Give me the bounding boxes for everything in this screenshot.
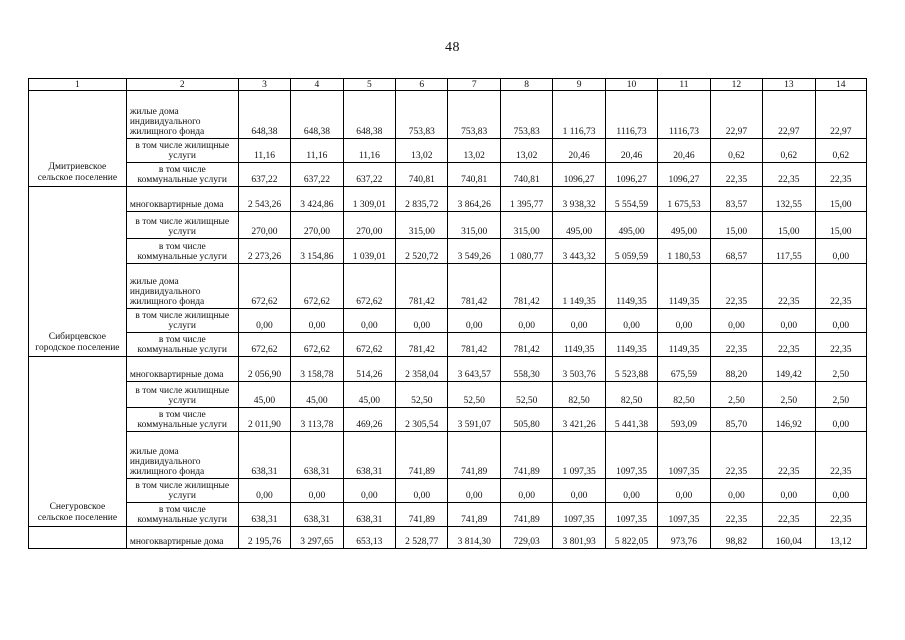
value-cell-col-8: 741,89: [500, 432, 552, 479]
value-cell-col-10: 5 822,05: [605, 527, 657, 549]
value-cell-col-11: 593,09: [658, 408, 710, 432]
settlement-name: [29, 527, 127, 549]
value-cell-col-10: 5 441,38: [605, 408, 657, 432]
value-cell-col-12: 85,70: [710, 408, 762, 432]
value-cell-col-4: 3 154,86: [291, 239, 343, 264]
value-cell-col-13: 22,97: [763, 91, 815, 139]
value-cell-col-6: 315,00: [396, 212, 448, 239]
value-cell-col-5: 45,00: [343, 382, 395, 408]
value-cell-col-5: 672,62: [343, 333, 395, 357]
value-cell-col-7: 3 814,30: [448, 527, 500, 549]
value-cell-col-7: 741,89: [448, 503, 500, 527]
value-cell-col-11: 82,50: [658, 382, 710, 408]
value-cell-col-4: 0,00: [291, 309, 343, 333]
value-cell-col-8: 0,00: [500, 309, 552, 333]
value-cell-col-14: 22,35: [815, 333, 866, 357]
value-cell-col-6: 2 835,72: [396, 187, 448, 212]
value-cell-col-14: 0,00: [815, 239, 866, 264]
value-cell-col-10: 1149,35: [605, 264, 657, 309]
column-header-2: 2: [126, 79, 238, 91]
housing-type-label: жилые дома индивидуального жилищного фонда: [126, 432, 238, 479]
housing-type-label: в том числе жилищные услуги: [126, 382, 238, 408]
value-cell-col-7: 741,89: [448, 432, 500, 479]
value-cell-col-8: 13,02: [500, 139, 552, 163]
value-cell-col-5: 1 309,01: [343, 187, 395, 212]
value-cell-col-13: 22,35: [763, 264, 815, 309]
value-cell-col-6: 0,00: [396, 479, 448, 503]
value-cell-col-11: 20,46: [658, 139, 710, 163]
value-cell-col-6: 741,89: [396, 432, 448, 479]
value-cell-col-13: 22,35: [763, 503, 815, 527]
value-cell-col-11: 1 180,53: [658, 239, 710, 264]
value-cell-col-11: 1096,27: [658, 163, 710, 187]
column-header-7: 7: [448, 79, 500, 91]
table-row: [29, 264, 867, 309]
table-row: [29, 212, 867, 239]
table-body: [29, 79, 867, 549]
value-cell-col-12: 22,35: [710, 432, 762, 479]
value-cell-col-9: 3 443,32: [553, 239, 605, 264]
value-cell-col-11: 1097,35: [658, 432, 710, 479]
value-cell-col-14: 0,00: [815, 479, 866, 503]
value-cell-col-8: 505,80: [500, 408, 552, 432]
table-row: [29, 503, 867, 527]
housing-type-label: многоквартирные дома: [126, 187, 238, 212]
column-header-13: 13: [763, 79, 815, 91]
value-cell-col-10: 5 059,59: [605, 239, 657, 264]
settlement-name: Сибирцевское городское поселение: [29, 187, 127, 357]
value-cell-col-13: 149,42: [763, 357, 815, 382]
value-cell-col-4: 45,00: [291, 382, 343, 408]
value-cell-col-6: 2 305,54: [396, 408, 448, 432]
value-cell-col-4: 3 297,65: [291, 527, 343, 549]
value-cell-col-14: 0,62: [815, 139, 866, 163]
value-cell-col-8: 1 080,77: [500, 239, 552, 264]
housing-type-label: в том числе жилищные услуги: [126, 479, 238, 503]
value-cell-col-3: 638,31: [238, 432, 290, 479]
value-cell-col-10: 495,00: [605, 212, 657, 239]
housing-type-label: многоквартирные дома: [126, 527, 238, 549]
value-cell-col-13: 22,35: [763, 163, 815, 187]
value-cell-col-10: 1116,73: [605, 91, 657, 139]
value-cell-col-13: 15,00: [763, 212, 815, 239]
column-header-1: 1: [29, 79, 127, 91]
value-cell-col-5: 672,62: [343, 264, 395, 309]
value-cell-col-6: 741,89: [396, 503, 448, 527]
settlement-name: Снегуровское сельское поселение: [29, 357, 127, 527]
value-cell-col-10: 1096,27: [605, 163, 657, 187]
value-cell-col-9: 3 938,32: [553, 187, 605, 212]
value-cell-col-6: 52,50: [396, 382, 448, 408]
value-cell-col-9: 20,46: [553, 139, 605, 163]
value-cell-col-8: 1 395,77: [500, 187, 552, 212]
column-header-row: [29, 79, 867, 91]
column-header-12: 12: [710, 79, 762, 91]
housing-type-label: в том числе коммунальные услуги: [126, 163, 238, 187]
value-cell-col-8: 315,00: [500, 212, 552, 239]
housing-type-label: в том числе жилищные услуги: [126, 139, 238, 163]
housing-type-label: в том числе коммунальные услуги: [126, 239, 238, 264]
value-cell-col-4: 11,16: [291, 139, 343, 163]
value-cell-col-13: 0,62: [763, 139, 815, 163]
settlement-name: Дмитриевское сельское поселение: [29, 91, 127, 187]
value-cell-col-11: 675,59: [658, 357, 710, 382]
value-cell-col-10: 1097,35: [605, 503, 657, 527]
value-cell-col-5: 11,16: [343, 139, 395, 163]
value-cell-col-6: 740,81: [396, 163, 448, 187]
value-cell-col-9: 3 503,76: [553, 357, 605, 382]
value-cell-col-12: 0,00: [710, 479, 762, 503]
value-cell-col-10: 0,00: [605, 479, 657, 503]
value-cell-col-6: 781,42: [396, 264, 448, 309]
value-cell-col-3: 638,31: [238, 503, 290, 527]
value-cell-col-14: 13,12: [815, 527, 866, 549]
value-cell-col-7: 3 591,07: [448, 408, 500, 432]
value-cell-col-14: 15,00: [815, 212, 866, 239]
value-cell-col-4: 672,62: [291, 264, 343, 309]
table-row: [29, 163, 867, 187]
value-cell-col-11: 1116,73: [658, 91, 710, 139]
value-cell-col-7: 3 864,26: [448, 187, 500, 212]
value-cell-col-11: 1149,35: [658, 333, 710, 357]
value-cell-col-6: 781,42: [396, 333, 448, 357]
column-header-8: 8: [500, 79, 552, 91]
table-row: [29, 139, 867, 163]
value-cell-col-9: 495,00: [553, 212, 605, 239]
value-cell-col-8: 52,50: [500, 382, 552, 408]
value-cell-col-6: 2 520,72: [396, 239, 448, 264]
value-cell-col-3: 2 273,26: [238, 239, 290, 264]
value-cell-col-3: 648,38: [238, 91, 290, 139]
value-cell-col-9: 1 116,73: [553, 91, 605, 139]
value-cell-col-14: 0,00: [815, 408, 866, 432]
value-cell-col-14: 22,35: [815, 432, 866, 479]
value-cell-col-13: 132,55: [763, 187, 815, 212]
value-cell-col-9: 1149,35: [553, 333, 605, 357]
housing-type-label: в том числе коммунальные услуги: [126, 503, 238, 527]
value-cell-col-5: 653,13: [343, 527, 395, 549]
table-row: [29, 357, 867, 382]
value-cell-col-14: 2,50: [815, 382, 866, 408]
value-cell-col-8: 740,81: [500, 163, 552, 187]
housing-type-label: в том числе коммунальные услуги: [126, 333, 238, 357]
value-cell-col-9: 82,50: [553, 382, 605, 408]
table-row: [29, 309, 867, 333]
value-cell-col-6: 2 358,04: [396, 357, 448, 382]
value-cell-col-13: 22,35: [763, 432, 815, 479]
value-cell-col-14: 22,35: [815, 503, 866, 527]
value-cell-col-11: 1097,35: [658, 503, 710, 527]
value-cell-col-5: 469,26: [343, 408, 395, 432]
value-cell-col-12: 22,97: [710, 91, 762, 139]
value-cell-col-3: 0,00: [238, 309, 290, 333]
value-cell-col-4: 270,00: [291, 212, 343, 239]
value-cell-col-12: 98,82: [710, 527, 762, 549]
table-row: [29, 408, 867, 432]
column-header-5: 5: [343, 79, 395, 91]
value-cell-col-9: 1 149,35: [553, 264, 605, 309]
value-cell-col-7: 13,02: [448, 139, 500, 163]
value-cell-col-3: 11,16: [238, 139, 290, 163]
table-row: [29, 527, 867, 549]
table-row: [29, 91, 867, 139]
value-cell-col-7: 3 549,26: [448, 239, 500, 264]
value-cell-col-14: 22,97: [815, 91, 866, 139]
value-cell-col-13: 2,50: [763, 382, 815, 408]
value-cell-col-6: 0,00: [396, 309, 448, 333]
value-cell-col-7: 753,83: [448, 91, 500, 139]
value-cell-col-11: 1 675,53: [658, 187, 710, 212]
tariff-table: [28, 78, 867, 549]
value-cell-col-5: 1 039,01: [343, 239, 395, 264]
value-cell-col-3: 672,62: [238, 264, 290, 309]
value-cell-col-4: 672,62: [291, 333, 343, 357]
value-cell-col-3: 45,00: [238, 382, 290, 408]
value-cell-col-12: 22,35: [710, 264, 762, 309]
housing-type-label: в том числе коммунальные услуги: [126, 408, 238, 432]
value-cell-col-13: 160,04: [763, 527, 815, 549]
value-cell-col-5: 0,00: [343, 309, 395, 333]
value-cell-col-7: 740,81: [448, 163, 500, 187]
value-cell-col-6: 753,83: [396, 91, 448, 139]
value-cell-col-3: 270,00: [238, 212, 290, 239]
value-cell-col-4: 637,22: [291, 163, 343, 187]
value-cell-col-5: 270,00: [343, 212, 395, 239]
value-cell-col-7: 781,42: [448, 333, 500, 357]
value-cell-col-14: 15,00: [815, 187, 866, 212]
value-cell-col-13: 22,35: [763, 333, 815, 357]
value-cell-col-7: 315,00: [448, 212, 500, 239]
value-cell-col-8: 0,00: [500, 479, 552, 503]
value-cell-col-3: 2 195,76: [238, 527, 290, 549]
value-cell-col-10: 82,50: [605, 382, 657, 408]
housing-type-label: жилые дома индивидуального жилищного фонда: [126, 91, 238, 139]
value-cell-col-4: 638,31: [291, 503, 343, 527]
value-cell-col-11: 0,00: [658, 309, 710, 333]
value-cell-col-8: 558,30: [500, 357, 552, 382]
value-cell-col-7: 52,50: [448, 382, 500, 408]
value-cell-col-10: 5 554,59: [605, 187, 657, 212]
value-cell-col-8: 729,03: [500, 527, 552, 549]
table-row: [29, 432, 867, 479]
value-cell-col-11: 973,76: [658, 527, 710, 549]
value-cell-col-10: 1149,35: [605, 333, 657, 357]
value-cell-col-12: 0,62: [710, 139, 762, 163]
value-cell-col-7: 3 643,57: [448, 357, 500, 382]
column-header-6: 6: [396, 79, 448, 91]
value-cell-col-4: 3 113,78: [291, 408, 343, 432]
column-header-9: 9: [553, 79, 605, 91]
value-cell-col-13: 117,55: [763, 239, 815, 264]
value-cell-col-5: 638,31: [343, 503, 395, 527]
table-row: [29, 479, 867, 503]
value-cell-col-10: 20,46: [605, 139, 657, 163]
value-cell-col-11: 1149,35: [658, 264, 710, 309]
value-cell-col-5: 0,00: [343, 479, 395, 503]
value-cell-col-5: 648,38: [343, 91, 395, 139]
value-cell-col-3: 637,22: [238, 163, 290, 187]
value-cell-col-9: 0,00: [553, 479, 605, 503]
value-cell-col-12: 15,00: [710, 212, 762, 239]
value-cell-col-5: 638,31: [343, 432, 395, 479]
value-cell-col-3: 0,00: [238, 479, 290, 503]
column-header-14: 14: [815, 79, 866, 91]
value-cell-col-12: 68,57: [710, 239, 762, 264]
value-cell-col-11: 495,00: [658, 212, 710, 239]
value-cell-col-12: 22,35: [710, 333, 762, 357]
value-cell-col-9: 3 421,26: [553, 408, 605, 432]
value-cell-col-14: 22,35: [815, 163, 866, 187]
value-cell-col-12: 22,35: [710, 163, 762, 187]
value-cell-col-12: 2,50: [710, 382, 762, 408]
housing-type-label: в том числе жилищные услуги: [126, 309, 238, 333]
value-cell-col-10: 0,00: [605, 309, 657, 333]
table-row: [29, 187, 867, 212]
value-cell-col-5: 637,22: [343, 163, 395, 187]
value-cell-col-4: 3 158,78: [291, 357, 343, 382]
value-cell-col-9: 1097,35: [553, 503, 605, 527]
value-cell-col-9: 3 801,93: [553, 527, 605, 549]
value-cell-col-6: 2 528,77: [396, 527, 448, 549]
value-cell-col-4: 638,31: [291, 432, 343, 479]
value-cell-col-9: 1096,27: [553, 163, 605, 187]
value-cell-col-14: 2,50: [815, 357, 866, 382]
value-cell-col-12: 88,20: [710, 357, 762, 382]
value-cell-col-5: 514,26: [343, 357, 395, 382]
value-cell-col-14: 0,00: [815, 309, 866, 333]
value-cell-col-10: 1097,35: [605, 432, 657, 479]
value-cell-col-10: 5 523,88: [605, 357, 657, 382]
table-row: [29, 382, 867, 408]
value-cell-col-8: 781,42: [500, 333, 552, 357]
value-cell-col-13: 0,00: [763, 309, 815, 333]
value-cell-col-9: 0,00: [553, 309, 605, 333]
housing-type-label: жилые дома индивидуального жилищного фонда: [126, 264, 238, 309]
value-cell-col-7: 0,00: [448, 479, 500, 503]
value-cell-col-3: 2 543,26: [238, 187, 290, 212]
value-cell-col-11: 0,00: [658, 479, 710, 503]
value-cell-col-12: 83,57: [710, 187, 762, 212]
value-cell-col-4: 3 424,86: [291, 187, 343, 212]
housing-type-label: в том числе жилищные услуги: [126, 212, 238, 239]
value-cell-col-14: 22,35: [815, 264, 866, 309]
table-row: [29, 239, 867, 264]
value-cell-col-8: 741,89: [500, 503, 552, 527]
value-cell-col-8: 781,42: [500, 264, 552, 309]
value-cell-col-4: 648,38: [291, 91, 343, 139]
value-cell-col-7: 781,42: [448, 264, 500, 309]
value-cell-col-13: 0,00: [763, 479, 815, 503]
value-cell-col-9: 1 097,35: [553, 432, 605, 479]
value-cell-col-6: 13,02: [396, 139, 448, 163]
table-row: [29, 333, 867, 357]
value-cell-col-7: 0,00: [448, 309, 500, 333]
value-cell-col-3: 672,62: [238, 333, 290, 357]
value-cell-col-3: 2 011,90: [238, 408, 290, 432]
value-cell-col-3: 2 056,90: [238, 357, 290, 382]
column-header-3: 3: [238, 79, 290, 91]
housing-type-label: многоквартирные дома: [126, 357, 238, 382]
column-header-10: 10: [605, 79, 657, 91]
value-cell-col-8: 753,83: [500, 91, 552, 139]
value-cell-col-13: 146,92: [763, 408, 815, 432]
value-cell-col-12: 0,00: [710, 309, 762, 333]
value-cell-col-4: 0,00: [291, 479, 343, 503]
column-header-4: 4: [291, 79, 343, 91]
column-header-11: 11: [658, 79, 710, 91]
page-number: 48: [445, 40, 460, 55]
value-cell-col-12: 22,35: [710, 503, 762, 527]
